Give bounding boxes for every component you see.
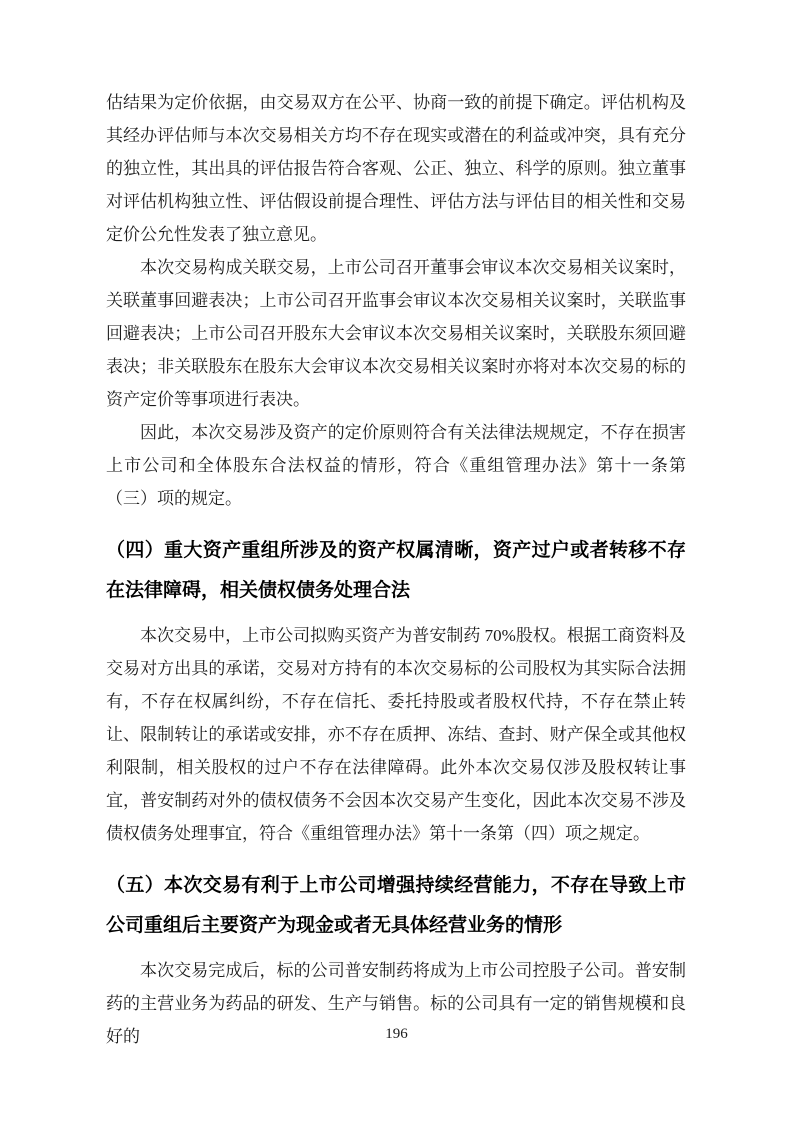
paragraph-related-transaction-voting: 本次交易构成关联交易，上市公司召开董事会审议本次交易相关议案时，关联董事回避表决；上市公司召开监事会审议本次交易相关议案时，关联监事回避表决；上市公司召开股东大会审议本次交易相关议案时，关联股东须回避表决；非关联股东在股东大会审议本次交易相关议案时亦将对本次交易的标的资产定价等事项进行表决。: [106, 258, 686, 409]
page-content: [106, 86, 686, 1053]
paragraph-pricing-compliance-conclusion: 因此，本次交易涉及资产的定价原则符合有关法律法规规定，不存在损害上市公司和全体股东合法权益的情形，符合《重组管理办法》第十一条第（三）项的规定。: [106, 423, 686, 508]
paragraph-valuation-independence: 估结果为定价依据，由交易双方在公平、协商一致的前提下确定。评估机构及其经办评估师与本次交易相关方均不存在现实或潜在的利益或冲突，具有充分的独立性，其出具的评估报告符合客观、公正、独立、科学的原则。独立董事对评估机构独立性、评估假设前提合理性、评估方法与评估目的相关性和交易定价公允性发表了独立意见。: [106, 93, 686, 244]
page-number: 196: [385, 1026, 408, 1042]
paragraph-asset-ownership-detail: 本次交易中，上市公司拟购买资产为普安制药 70%股权。根据工商资料及交易对方出具的承诺，交易对方持有的本次交易标的公司股权为其实际合法拥有，不存在权属纠纷，不存在信托、委托持股或者股权代持，不存在禁止转让、限制转让的承诺或安排，亦不存在质押、冻结、查封、财产保全或其他权利限制，相关股权的过户不存在法律障碍。此外本次交易仅涉及股权转让事宜，普安制药对外的债权债务不会因本次交易产生变化，因此本次交易不涉及债权债务处理事宜，符合《重组管理办法》第十一条第（四）项之规定。: [106, 626, 686, 843]
section-heading-4-asset-ownership: （四）重大资产重组所涉及的资产权属清晰，资产过户或者转移不存在法律障碍，相关债权债务处理合法: [106, 540, 686, 601]
section-heading-5-operating-capability: （五）本次交易有利于上市公司增强持续经营能力，不存在导致上市公司重组后主要资产为现金或者无具体经营业务的情形: [106, 875, 686, 936]
paragraph-operating-capability-detail: 本次交易完成后，标的公司普安制药将成为上市公司控股子公司。普安制药的主营业务为药品的研发、生产与销售。标的公司具有一定的销售规模和良好的: [106, 961, 686, 1046]
